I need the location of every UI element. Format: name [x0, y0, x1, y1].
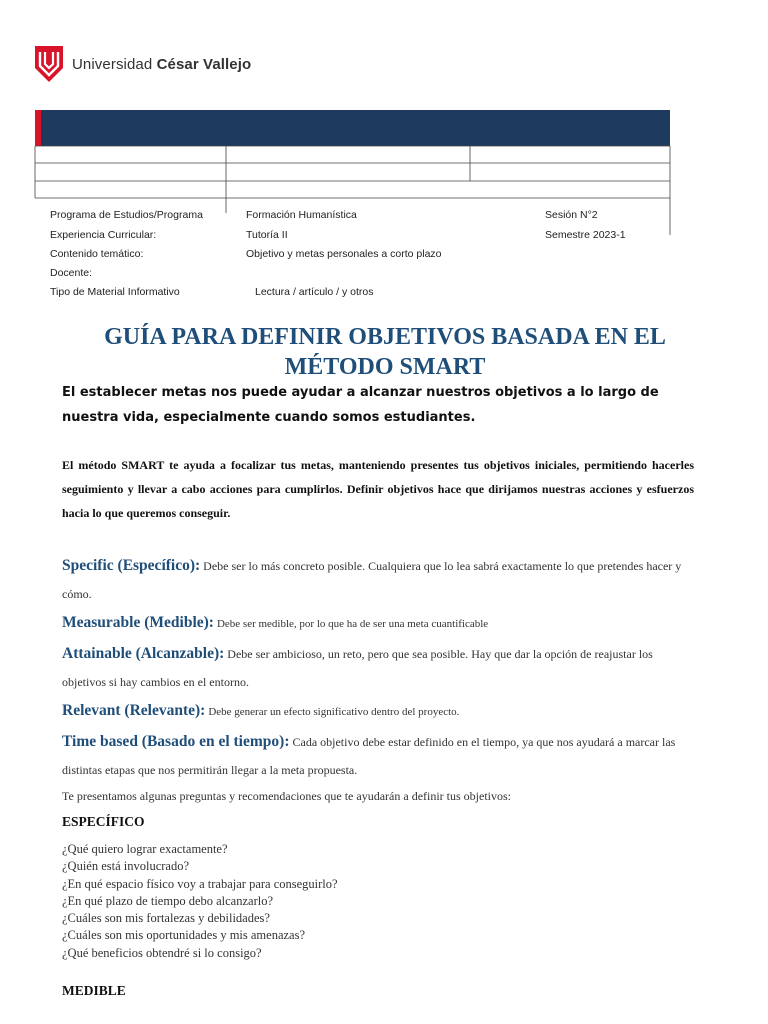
info-extra-sesion: Sesión N°2: [545, 209, 598, 221]
info-value-tipo: Lectura / artículo / y otros: [255, 286, 374, 298]
info-label-tipo: Tipo de Material Informativo: [50, 286, 180, 298]
section-especifico: ESPECÍFICO: [62, 814, 145, 829]
def-specific: Debe ser lo más concreto posible. Cualquiera que lo lea sabrá exactamente lo que pretendes hacer y cómo.: [62, 559, 682, 601]
shield-logo-icon: [35, 46, 63, 82]
header-accent: [35, 110, 41, 146]
smart-paragraph: El método SMART te ayuda a focalizar tus metas, manteniendo presentes tus objetivos iniciales, permitiendo hacerles seguimiento y llevar a cabo acciones para cumplirlos. Definir objetivos hace que dirijamos nuestras acciones y esfuerzos hacia lo que queremos conseguir.: [62, 458, 694, 520]
question-list: [62, 841, 338, 962]
def-measurable: Debe ser medible, por lo que ha de ser una meta cuantificable: [216, 618, 489, 630]
smart-time-based: [62, 728, 694, 784]
info-value-programa: Formación Humanística: [246, 209, 357, 221]
page-title: [60, 322, 710, 382]
info-label-docente: Docente:: [50, 267, 93, 279]
term-relevant: Relevant (Relevante):: [62, 702, 206, 719]
term-time-based: Time based (Basado en el tiempo):: [62, 733, 290, 750]
university-logo: [35, 46, 251, 82]
info-extra-semestre: Semestre 2023-1: [545, 229, 626, 241]
info-value-experiencia: Tutoría II: [246, 229, 288, 241]
list-item: ¿Qué beneficios obtendré si lo consigo?: [62, 945, 262, 960]
info-label-contenido: Contenido temático:: [50, 248, 144, 260]
list-item: ¿Quién está involucrado?: [62, 859, 190, 874]
smart-specific: [62, 552, 694, 608]
list-item: ¿En qué plazo de tiempo debo alcanzarlo?: [62, 893, 274, 908]
smart-measurable: [62, 609, 694, 638]
section-medible: MEDIBLE: [62, 983, 126, 998]
smart-relevant: [62, 697, 694, 726]
info-label-experiencia: Experiencia Curricular:: [50, 229, 157, 241]
title-line-2: MÉTODO SMART: [284, 354, 486, 380]
smart-attainable: [62, 640, 694, 696]
term-measurable: Measurable (Medible):: [62, 614, 214, 631]
term-attainable: Attainable (Alcanzable):: [62, 645, 225, 662]
info-value-contenido: Objetivo y metas personales a corto plazo: [246, 248, 442, 260]
intro-text: El establecer metas nos puede ayudar a alcanzar nuestros objetivos a lo largo de nuestra vida, especialmente cuando somos estudiantes.: [62, 385, 659, 425]
list-item: ¿Cuáles son mis fortalezas y debilidades?: [62, 911, 270, 926]
def-attainable: Debe ser ambicioso, un reto, pero que sea posible. Hay que dar la opción de reajustar los objetivos si hay cambios en el entorno.: [62, 647, 653, 689]
def-relevant: Debe generar un efecto significativo dentro del proyecto.: [208, 706, 460, 718]
list-item: ¿Cuáles son mis oportunidades y mis amenazas?: [62, 928, 305, 943]
term-specific: Specific (Específico):: [62, 557, 201, 574]
lead-in-text: Te presentamos algunas preguntas y recomendaciones que te ayudarán a definir tus objetivos:: [62, 789, 512, 803]
university-name: Universidad César Vallejo: [72, 55, 252, 73]
info-label-programa: Programa de Estudios/Programa: [50, 209, 203, 221]
def-time-based: Cada objetivo debe estar definido en el tiempo, ya que nos ayudará a marcar las distintas etapas que nos permitirán llegar a la meta propuesta.: [62, 735, 676, 777]
header-bar: [35, 110, 670, 146]
list-item: ¿En qué espacio físico voy a trabajar para conseguirlo?: [62, 876, 338, 891]
list-item: ¿Qué quiero lograr exactamente?: [62, 842, 228, 856]
title-line-1: GUÍA PARA DEFINIR OBJETIVOS BASADA EN EL: [104, 324, 666, 350]
